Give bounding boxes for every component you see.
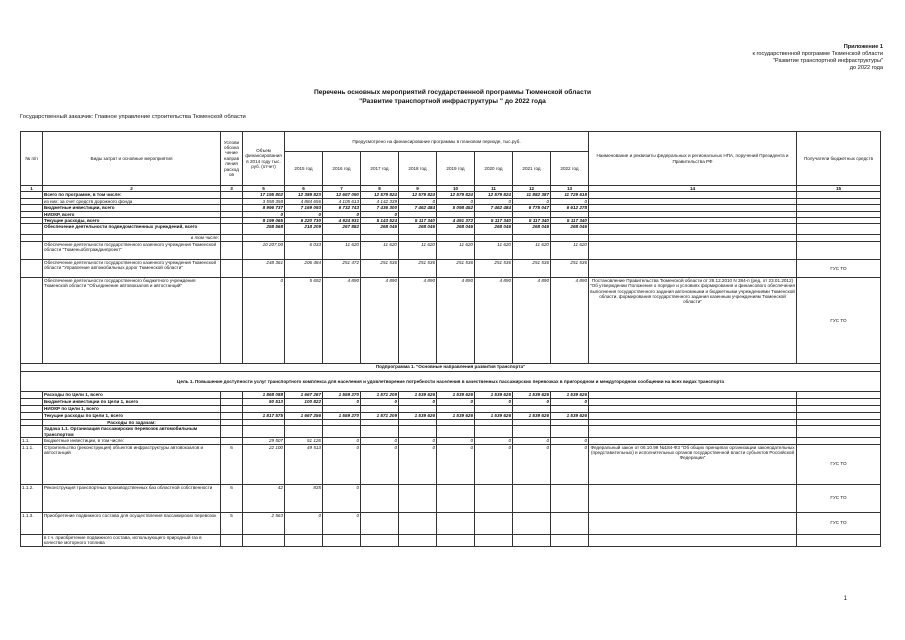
row-num [21,224,43,235]
value-cell: 4 890 [437,277,475,363]
value-cell: 0 [399,198,437,204]
value-cell [361,512,399,534]
value-cell: 835 [285,484,323,512]
value-cell: 0 [243,277,285,363]
value-cell: 4 924 931 [323,218,361,224]
value-cell: 1 868 088 [243,391,285,398]
empty-cell [551,426,589,438]
row-name: в т.ч. приобретение подвижного состава, использующего природный газ в качестве моторного топлива [43,534,221,546]
col-number: 2 [43,186,221,192]
recipient-cell: ГУС ТО [797,259,881,277]
value-cell: 0 [475,198,513,204]
row-name: Бюджетные инвестиции, всего [43,205,221,211]
row-num: 1.1.1. [21,444,43,484]
row-name: Обеспечение деятельности государственного казенного учреждения Тюменской области "Тюменьоблгражданпроект" [43,241,221,259]
value-cell: 251 536 [551,259,589,277]
npa-cell: Постановление Правительства Тюменской области от 28.12.2010 N 384-п (ред. от 23.01.2012) "Об утверждении Положения о порядке и условиях формирования и финансового обеспечения выполнения государственного задания автономными и бюджетными учреждениями Тюменской области, формирования государственного задания казенным учреждениям Тюменской области" [589,277,797,363]
value-cell: 12 579 824 [399,192,437,198]
table-row [21,241,881,259]
recipient-cell: ГУС ТО [797,512,881,534]
npa-cell [589,534,797,546]
value-cell: 0 [361,398,399,405]
value-cell: 12 389 823 [285,192,323,198]
value-cell: 0 [399,398,437,405]
col-number: 11 [475,186,513,192]
value-cell [551,534,589,546]
col-number: 15 [797,186,881,192]
value-cell: 1 539 626 [399,412,437,419]
appendix-block [752,44,883,72]
value-cell: 251 536 [399,259,437,277]
value-cell: 268 046 [399,224,437,235]
empty-cell [513,426,551,438]
value-cell: 4 890 [475,277,513,363]
value-cell [551,484,589,512]
value-cell: 251 536 [437,259,475,277]
empty-cell [589,426,797,438]
value-cell: 12 579 824 [361,192,399,198]
row-name: Приобретение подвижного состава для осуществления пассажирских перевозок [43,512,221,534]
header-year: 2016 год [323,152,361,186]
value-cell [475,534,513,546]
empty-cell [323,426,361,438]
table-row [21,426,881,438]
value-cell: 5 143 524 [361,218,399,224]
title-line-2: "Развитие транспортной инфраструктуры " до 2022 года [359,98,546,105]
value-cell: 100 822 [285,398,323,405]
value-cell: 0 [475,438,513,444]
header-year: 2017 год [361,152,399,186]
value-cell: 0 [551,438,589,444]
value-cell: 0 [285,211,323,217]
row-code [221,534,243,546]
header-direction: Услови обозна чение направ ления расход ов [221,132,243,186]
value-cell [323,405,361,412]
value-cell: 0 [361,211,399,217]
row-name: Бюджетные инвестиции, в том числе: [43,438,221,444]
appendix-line-1: Приложение 1 [843,44,883,50]
value-cell [361,534,399,546]
row-name: НИОКР по Цели 1, всего [43,405,221,412]
value-cell: 11 882 387 [513,192,551,198]
value-cell: 1 539 626 [513,391,551,398]
row-code: 6 [221,444,243,484]
value-cell: 50 513 [243,398,285,405]
value-cell: 7 436 300 [361,205,399,211]
value-cell: 11 620 [513,241,551,259]
document-title [0,88,905,106]
row-name: Текущие расходы, всего [43,218,221,224]
value-cell: 42 [243,484,285,512]
value-cell: 5 117 340 [513,218,551,224]
value-cell: 7 169 093 [285,205,323,211]
recipient-cell: ГУС ТО [797,277,881,363]
row-num [21,398,43,405]
goal-title: Цель 1. Повышение доступности услуг транспортного комплекса для населения и удовлетворение потребности населения в качественных пассажирских перевозках в пригородном и междугородном сообщении на всех видах транспорта [21,371,881,391]
value-cell: 1 667 267 [285,391,323,398]
value-cell: 4 142 339 [361,198,399,204]
measures-table [20,131,881,547]
value-cell [551,512,589,534]
value-cell: 0 [513,444,551,484]
value-cell [513,534,551,546]
row-code: 6 [221,484,243,512]
row-num [21,241,43,259]
value-cell: 0 [399,444,437,484]
title-line-1: Перечень основных мероприятий государственной программы Тюменской области [313,89,592,96]
value-cell [551,405,589,412]
value-cell: 6 033 [285,241,323,259]
value-cell: 251 536 [475,259,513,277]
value-cell: 0 [437,198,475,204]
empty-cell [399,426,437,438]
value-cell: 5 117 340 [475,218,513,224]
header-planned: Предусмотрено на финансирование программы в плановом периоде, тыс.руб. [285,132,589,152]
value-cell: 1 667 256 [285,412,323,419]
value-cell [513,405,551,412]
value-cell: 0 [437,398,475,405]
value-cell [361,484,399,512]
value-cell: 0 [513,198,551,204]
value-cell: 5 098 452 [437,205,475,211]
row-num: 1.1.3. [21,512,43,534]
value-cell: 4 890 [513,277,551,363]
recipient-cell [797,391,881,398]
value-cell: 1 539 626 [399,391,437,398]
value-cell: 49 513 [285,444,323,484]
npa-cell [589,224,797,235]
row-code [221,224,243,235]
table-row [21,534,881,546]
recipient-cell [797,412,881,419]
value-cell: 4 491 372 [437,218,475,224]
value-cell: 1 539 626 [551,412,589,419]
npa-cell [589,259,797,277]
subprogram-title: Подпрограмма 1. "Основные направления развития транспорта" [21,363,881,371]
col-number: 9 [399,186,437,192]
recipient-cell [797,398,881,405]
npa-cell [589,398,797,405]
value-cell: 12 579 824 [437,192,475,198]
table-row [21,398,881,405]
value-cell: 0 [323,398,361,405]
row-num [21,405,43,412]
col-number: 5 [243,186,285,192]
col-number: 6 [285,186,323,192]
value-cell [361,405,399,412]
goal-row [21,371,881,391]
value-cell [285,405,323,412]
value-cell [513,484,551,512]
empty-cell [221,426,243,438]
appendix-line-3: "Развитие транспортной инфраструктуры" [772,58,883,64]
value-cell: 251 536 [361,259,399,277]
row-code [221,277,243,363]
row-name: из них: за счет средств дорожного фонда [43,198,221,204]
npa-cell [589,512,797,534]
table-row [21,277,881,363]
value-cell: 11 620 [551,241,589,259]
row-num [21,277,43,363]
value-cell: 1 539 626 [551,391,589,398]
row-code [221,398,243,405]
value-cell: 267 882 [323,224,361,235]
col-number: 3 [221,186,243,192]
value-cell: 218 209 [285,224,323,235]
value-cell: 7 462 484 [475,205,513,211]
value-cell: 8 199 065 [243,218,285,224]
npa-cell: Федеральный закон от 06.10.99 №184-ФЗ "Об общих принципах организации законодательных (представительных) и исполнительных органов государственной власти субъектов Российской Федерации" [589,444,797,484]
value-cell: 6 732 743 [323,205,361,211]
table-row [21,259,881,277]
table-row [21,484,881,512]
value-cell: 268 046 [513,224,551,235]
value-cell: 11 729 618 [551,192,589,198]
value-cell [437,534,475,546]
value-cell: 0 [243,211,285,217]
recipient-cell: ГУС ТО [797,444,881,484]
value-cell: 251 472 [323,259,361,277]
value-cell [243,534,285,546]
row-code [221,259,243,277]
value-cell: 1 539 626 [475,391,513,398]
value-cell: 206 484 [285,259,323,277]
row-name: Обеспечение деятельности подведомственных учреждений, всего [43,224,221,235]
value-cell: 0 [399,438,437,444]
header-num: № п/п [21,132,43,186]
value-cell: 4 884 656 [285,198,323,204]
npa-cell [589,241,797,259]
header-year: 2018 год [399,152,437,186]
recipient-cell [797,224,881,235]
value-cell: 12 657 090 [323,192,361,198]
value-cell: 268 046 [437,224,475,235]
value-cell: 0 [323,438,361,444]
npa-cell [589,405,797,412]
value-cell: 4 890 [551,277,589,363]
value-cell: 2 563 [243,512,285,534]
value-cell: 1 817 575 [243,412,285,419]
row-name: Всего по программе, в том числе: [43,192,221,198]
value-cell: 11 620 [475,241,513,259]
row-name: Бюджетные инвестиции по Цели 1, всего [43,398,221,405]
value-cell: 7 462 484 [399,205,437,211]
value-cell: 4 890 [323,277,361,363]
row-num: 1.1.2. [21,484,43,512]
npa-cell [589,391,797,398]
value-cell: 0 [475,398,513,405]
value-cell: 5 692 [285,277,323,363]
value-cell: 1 539 626 [437,391,475,398]
row-num [21,534,43,546]
value-cell: 11 620 [361,241,399,259]
state-customer: Государственный заказчик: Главное управление строительства Тюменской области [20,114,246,120]
header-year: 2020 год [475,152,513,186]
row-code: 5 [221,512,243,534]
page-number: 1 [843,596,847,602]
value-cell: 0 [513,438,551,444]
value-cell [437,512,475,534]
value-cell: 268 046 [475,224,513,235]
value-cell: 0 [551,398,589,405]
value-cell: 29 507 [243,438,285,444]
row-code [221,412,243,419]
subprogram-row [21,363,881,371]
col-number: 8 [361,186,399,192]
value-cell: 5 117 340 [399,218,437,224]
recipient-cell [797,534,881,546]
value-cell: 268 046 [361,224,399,235]
recipient-cell [797,405,881,412]
row-num [21,391,43,398]
row-name: Реконструкция транспортных производственных баз областной собственности [43,484,221,512]
value-cell: 1 559 270 [323,391,361,398]
empty-cell [437,426,475,438]
value-cell [399,484,437,512]
value-cell [475,484,513,512]
value-cell: 0 [551,198,589,204]
header-npa: Наименование и реквизиты федеральных и региональных НПА, поручений Президента и Правительства РФ [589,132,797,186]
value-cell [399,534,437,546]
value-cell [475,405,513,412]
value-cell: 5 220 730 [285,218,323,224]
value-cell: 4 890 [361,277,399,363]
value-cell: 4 105 613 [323,198,361,204]
table-row [21,391,881,398]
value-cell [323,534,361,546]
row-name: НИОКР, всего [43,211,221,217]
header-volume: Объем финансирования в 2014 году тыс. руб. (отчет) [243,132,285,186]
table-row [21,512,881,534]
value-cell [437,484,475,512]
value-cell: 6 612 278 [551,205,589,211]
row-code [221,405,243,412]
row-num [21,259,43,277]
empty-cell [361,426,399,438]
col-number: 12 [513,186,551,192]
row-code [221,391,243,398]
row-num: 1.1. [21,438,43,444]
row-name: Строительство (реконструкция) объектов инфраструктуры автовокзалов и автостанций [43,444,221,484]
col-number: 7 [323,186,361,192]
row-code [221,241,243,259]
tasks-label: Расходы по задачам: [43,419,221,425]
value-cell [285,534,323,546]
row-num [21,412,43,419]
value-cell: 1 539 626 [475,412,513,419]
value-cell: 11 620 [399,241,437,259]
value-cell: 0 [323,211,361,217]
value-cell: 1 559 270 [323,412,361,419]
npa-cell [589,484,797,512]
empty-cell [797,426,881,438]
value-cell: 1 571 209 [361,391,399,398]
recipient-cell [797,241,881,259]
value-cell [513,512,551,534]
header-recipients: Получатели бюджетных средств [797,132,881,186]
value-cell: 1 539 626 [513,412,551,419]
value-cell [475,512,513,534]
value-cell [399,512,437,534]
empty-cell [285,426,323,438]
value-cell [243,405,285,412]
row-num [21,426,43,438]
value-cell: 4 890 [399,277,437,363]
value-cell [437,405,475,412]
value-cell: 10 207,00 [243,241,285,259]
recipient-cell: ГУС ТО [797,484,881,512]
value-cell: 0 [361,438,399,444]
value-cell: 258 568 [243,224,285,235]
value-cell: 6 775 047 [513,205,551,211]
value-cell: 0 [437,444,475,484]
value-cell: 11 620 [323,241,361,259]
value-cell: 1 539 626 [437,412,475,419]
value-cell: 0 [285,512,323,534]
value-cell: 1 571 209 [361,412,399,419]
header-year: 2019 год [437,152,475,186]
value-cell: 251 536 [513,259,551,277]
header-year: 2022 год [551,152,589,186]
table-row [21,224,881,235]
value-cell: 0 [551,444,589,484]
value-cell: 0 [475,444,513,484]
value-cell: 17 195 802 [243,192,285,198]
empty-cell [243,426,285,438]
value-cell: 12 579 824 [475,192,513,198]
value-cell: 248 361 [243,259,285,277]
table-row [21,412,881,419]
empty-cell [475,426,513,438]
npa-cell [589,412,797,419]
incl-label: в том числе: [43,235,221,241]
value-cell: 22 100 [243,444,285,484]
value-cell: 11 620 [437,241,475,259]
value-cell: 8 996 737 [243,205,285,211]
appendix-line-2: к государственной программе Тюменской области [752,51,883,57]
value-cell: 0 [323,512,361,534]
col-number: 10 [437,186,475,192]
header-types: Виды затрат и основные мероприятия [43,132,221,186]
value-cell: 0 [361,444,399,484]
header-year: 2021 год [513,152,551,186]
appendix-line-4: до 2022 года [849,65,883,71]
value-cell: 0 [437,438,475,444]
value-cell: 0 [323,444,361,484]
value-cell: 3 558 358 [243,198,285,204]
header-year: 2015 год [285,152,323,186]
row-name: Обеспечение деятельности государственного казенного учреждения Тюменской области "Управление автомобильных дорог Тюменской области" [43,259,221,277]
row-name: Расходы по Цели 1, всего [43,391,221,398]
table-row [21,444,881,484]
value-cell: 51 126 [285,438,323,444]
row-name: Текущие расходы по Цели 1, всего [43,412,221,419]
value-cell: 0 [513,398,551,405]
col-number: 1 [21,186,43,192]
value-cell: 5 117 340 [551,218,589,224]
value-cell [399,405,437,412]
task-title: Задача 1.1. Организация пассажирских перевозок автомобильным транспортом [43,426,221,438]
value-cell: 268 046 [551,224,589,235]
col-number: 13 [551,186,589,192]
table-row [21,405,881,412]
value-cell: 0 [323,484,361,512]
row-name: Обеспечение деятельности государственного бюджетного учреждения Тюменской области "Объединение автовокзалов и автостанций" [43,277,221,363]
col-number: 14 [589,186,797,192]
